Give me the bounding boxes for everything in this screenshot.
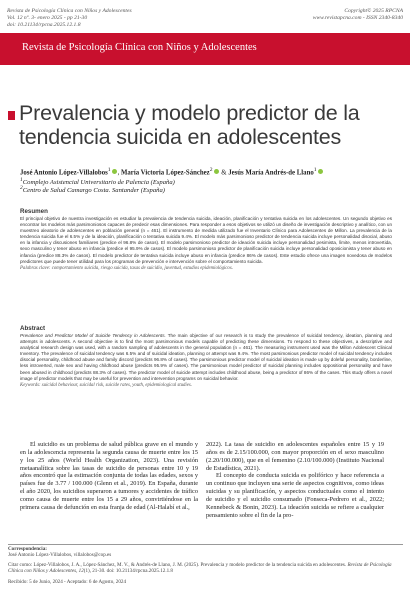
website-issn: www.revistapcna.com - ISSN 2340-8340: [312, 15, 403, 21]
resumen-heading: Resumen: [20, 208, 48, 215]
title-accent-mark: [8, 111, 15, 120]
author-3[interactable]: Jesús María Andrés-de Llano: [228, 169, 314, 177]
correspondence: [8, 546, 403, 559]
title-line-1: Prevalencia y modelo predictor de la: [19, 101, 360, 125]
citation-text: Citar como: López-Villalobos, J. A., López-Sánchez, M. V., & Andrés-de Llano, J. M. (2025). Prevalencia y modelo predictor de la tendencia suicida en adolescentes.: [8, 562, 347, 568]
author-1-aff: 1: [107, 167, 111, 173]
abstract-section: [20, 325, 392, 388]
citation: [8, 562, 403, 575]
correspondence-label: Correspondencia:: [8, 546, 47, 552]
resumen-keywords: Palabras clave: comportamiento suicida, riesgo suicida, tasas de suicidio, juventud, estudios epidemiológicos.: [20, 265, 233, 271]
footer-rule: [8, 544, 403, 545]
abstract-keywords: Keywords: suicidal behaviour, suicidal risk, suicide rates, youth, epidemiological studies.: [20, 382, 192, 388]
body-column-right: [206, 441, 384, 519]
copyright-notice: Copyright© 2025 RPCNA: [344, 8, 403, 14]
body-paragraph: El concepto de conducta suicida es polifórico y hace referencia a un continuo que incluyen una serie de aspectos cognitivos, como ideas suicidas y su planificación, y aspectos conductuales como el intento de suicidio y el suicidio consumado (Fonseca-Pedrero et al., 2022; Kennebeck & Bonin, 2023). La ideación suicida se refiere a cualquier pensamiento sobre el fin de la pro-: [206, 472, 384, 519]
orcid-icon[interactable]: [112, 169, 117, 174]
journal-banner: [0, 33, 410, 65]
citation-journal: Revista de Psicología Clínica con Niños y Adolescentes, 12: [8, 562, 392, 575]
author-list: José Antonio López-Villalobos$^1$ , María Victoria López-Sánchez$^2$ & Jesús María Andrés-de Llano$^1$: [20, 166, 324, 178]
affiliation-2: [20, 184, 165, 195]
author-3-aff: 1: [313, 167, 317, 173]
banner-journal-title: Revista de Psicología Clínica con Niños y Adolescentes: [22, 42, 257, 53]
author-1[interactable]: José Antonio López-Villalobos: [20, 169, 108, 177]
abstract-heading: Abstract: [20, 325, 46, 332]
volume-info: Vol. 12 nº. 3- enero 2025 - pp 21-30: [7, 15, 88, 21]
body-paragraph: El suicidio es un problema de salud pública grave en el mundo y en la adolescencia representa la segunda causa de muerte entre los 15 y los 25 años (World Health Organization, 2023). Una revisión metaanalítica sobre las tasas de suicidio de personas entre 10 y 19 años encontró que la estimación conjunta de todas las edades, sexos y países fue de 3.77 / 100.000 (Glenn et al., 2019). En España, durante el año 2020, los suicidios superaron a tumores y accidentes de tráfico como causa de muerte entre los 15 a 29 años, convirtiéndose en la primera causa de defunción en esta franja de edad (Al-Halabí et al.,: [20, 441, 198, 511]
abstract-text: The main objective of our research is to study the prevalence of suicidal tendency, ideation, planning and attempts in adolescents. A second objective is to find the most parsimonious models capable of predicting these dimensions. To respond to these objectives, a descriptive and analytical research design was used, with a random sampling of adolescents in the general population (n = 461). The measuring instrument used was the Millon Adolescent Clinical Inventory. The prevalence of suicidal tendency was 6.5% and of suicidal ideation, planning or attempt was 9.4%. The most parsimonious predictor model of suicidal tendency includes disocial personality, childhood abuse and family discord (predicts 96.8% of cases). The parsimonious predictor model of suicidal ideation is made up by doleful personality, borderline, less introverted, male sex and having childhood abuse (predicts 95.9% of cases). The parsimonious model predictor of suicidal planning includes oppositional personality and have been abused in childhood (predicts 88.3% of cases). The predictor model of suicide attempt includes childhood abuse, being a predictor of 86% of the cases. This study offers a novel image of predictor models that may be useful for prevention and intervention programs on suicidal behavior.: [20, 333, 392, 381]
author-2[interactable]: María Victoria López-Sánchez: [120, 169, 210, 177]
orcid-icon[interactable]: [214, 169, 219, 174]
resumen-text: El principal objetivo de nuestra investigación es estudiar la prevalencia de tendencia suicida, ideación, planificación y tentativa suicida en los adolescentes. Un segundo objetivo es encontrar los modelos más parsimoniosos capaces de predecir esas dimensiones. Para responder a esos objetivos se utilizó un diseño de investigación descriptivo y analítico, con un muestreo aleatorio de adolescentes en población general (n = 461). El instrumento de medida utilizado fue el Inventario Clínico para Adolescentes de Millon. La prevalencia de la tendencia suicida fue el 6.5% y de la ideación, planificación o tentativa suicida 9.4%. El modelo más parsimonioso predictor de tendencia suicida incluye personalidad disocial, abuso en la infancia y discusiones familiares (predice el 96.8% de casos). El modelo parsimonioso predictor de ideación suicida incluye personalidad pesimista, límite, menos introvertida, sexo masculino y tener abuso en infancia (predice el 95.9% de casos). El modelo parsimonioso predictor de planificación suicida incluye personalidad oposicionista y tener abuso en infancia (predice 88.3% de casos). El modelo predictor de tentativa suicida incluye abuso en infancia (predice 86% de casos). Este estudio ofrece una imagen novedosa de modelos predictores que puede tener utilidad para los programas de prevención e intervención sobre el comportamiento suicida.: [20, 216, 392, 264]
article-title: [19, 101, 399, 149]
orcid-icon[interactable]: [318, 169, 323, 174]
doi-header: doi: 10.21134/rpcna.2025.12.1.8: [7, 22, 81, 28]
correspondence-text[interactable]: José Antonio López-Villalobos, villalobos@cop.es: [8, 552, 112, 559]
author-2-aff: 2: [209, 167, 213, 173]
journal-name-small: Revista de Psicología Clínica con Niños y Adolescentes: [7, 8, 132, 14]
journal-header-left: [7, 8, 132, 29]
received-accepted-dates: Recibido: 5 de Junio, 2024 - Aceptado: 6 de Agosto, 2024: [8, 579, 126, 585]
body-column-left: [20, 441, 198, 512]
aff-2-text: Centro de Salud Camargo Costa. Santander (España): [22, 187, 165, 195]
citation-end: (1), 21-30. doi: 10.21134/rpcna.2025.12.1.8: [83, 568, 173, 575]
resumen-section: [20, 208, 392, 271]
journal-header-right: [313, 8, 403, 22]
abstract-title-line: Prevalence and Predictor Model of Suicide Tendency in Adolescents.: [20, 333, 166, 338]
body-paragraph: 2022). La tasa de suicidio en adolescentes españoles entre 15 y 19 años es de 2.15/100.000, con mayor proporción en el sexo masculino (2.20/100.000), que en el femenino (2.10/100.000) (Instituto Nacional de Estadística, 2021).: [206, 441, 384, 472]
abstract-body: [20, 333, 392, 382]
aff-1-mark: 1: [20, 177, 23, 183]
aff-2-mark: 2: [20, 185, 23, 191]
aff-1-text: Complejo Asistencial Universitario de Palencia (España): [22, 179, 175, 187]
title-line-2: tendencia suicida en adolescentes: [19, 125, 342, 149]
